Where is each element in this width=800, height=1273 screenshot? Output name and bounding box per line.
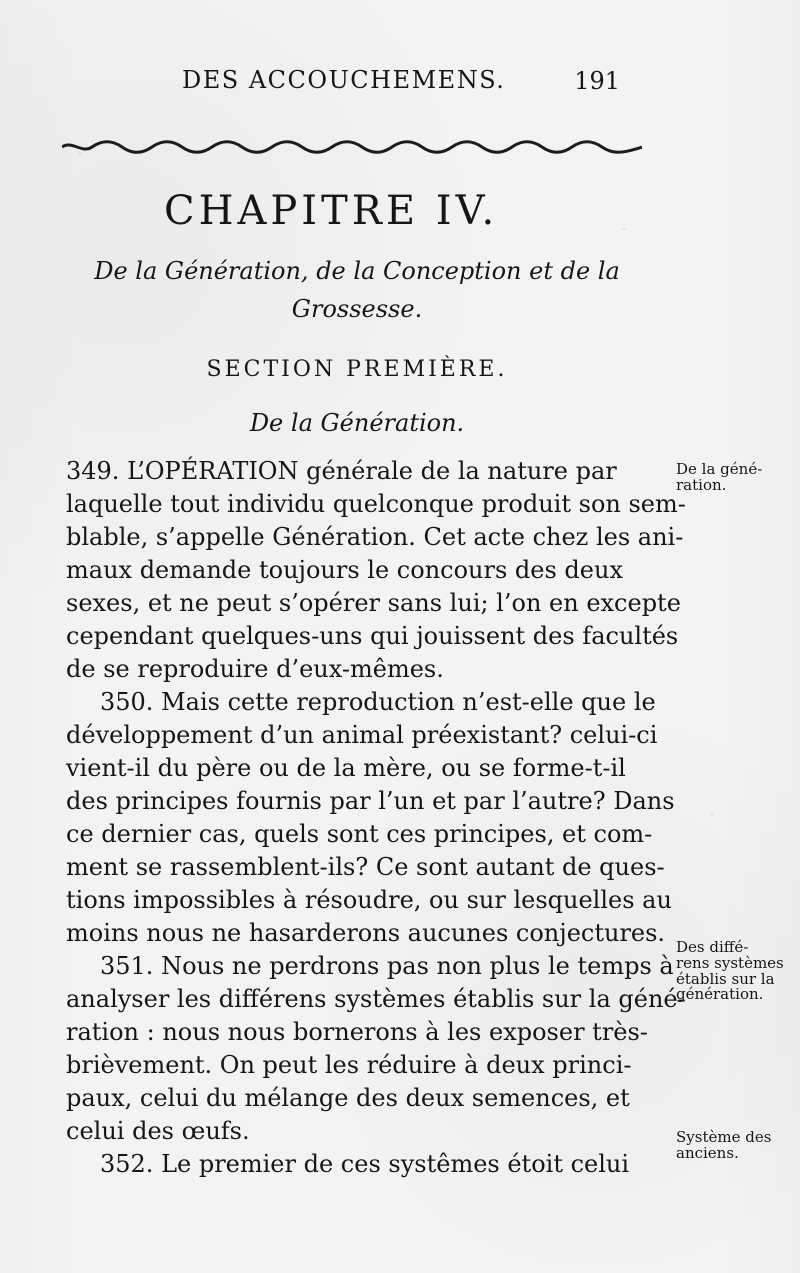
marginal-note-3 — [676, 1130, 774, 1162]
body-line-7: de se reproduire d’eux-mêmes. — [66, 655, 444, 683]
body-line-5: sexes, et ne peut s’opérer sans lui; l’on en excepte — [66, 589, 681, 617]
body-line-20: paux, celui du mélange des deux semences, et — [66, 1084, 630, 1112]
decorative-rule — [62, 138, 642, 156]
running-title: DES ACCOUCHEMENS. — [182, 66, 506, 94]
body-line-15: moins nous ne hasarderons aucunes conjectures. — [66, 919, 666, 947]
body-line-10: vient-il du père ou de la mère, ou se forme-t-il — [66, 754, 626, 782]
chapter-subtitle-line-2: Grossesse. — [291, 295, 423, 323]
body-line-8: 350. Mais cette reproduction n’est-elle que le — [100, 688, 656, 716]
body-line-2: laquelle tout individu quelconque produit son sem- — [66, 490, 686, 518]
body-line-4: maux demande toujours le concours des deux — [66, 556, 623, 584]
marginal-note-3-line-2: anciens. — [676, 1143, 739, 1162]
running-head — [160, 58, 620, 100]
section-subtitle: De la Génération. — [249, 409, 465, 437]
body-line-13: ment se rassemblent-ils? Ce sont autant de ques- — [66, 853, 665, 881]
marginal-note-2-line-3: établis sur la — [676, 969, 775, 988]
body-line-18: ration : nous nous bornerons à les exposer très- — [66, 1018, 648, 1046]
body-line-22: 352. Le premier de ces systêmes étoit celui — [100, 1150, 630, 1178]
body-line-19: brièvement. On peut les réduire à deux princi- — [66, 1051, 632, 1079]
body-line-6: cependant quelques-uns qui jouissent des facultés — [66, 622, 679, 650]
body-line-3: blable, s’appelle Génération. Cet acte chez les ani- — [66, 523, 684, 551]
marginal-note-2-line-1: Des diffé- — [676, 938, 749, 956]
marginal-note-3-line-1: Système des — [676, 1128, 772, 1146]
marginal-note-1-line-1: De la géné- — [676, 460, 763, 478]
body-line-16: 351. Nous ne perdrons pas non plus le temps à — [100, 952, 674, 980]
marginal-note-1 — [676, 462, 774, 494]
body-line-21: celui des œufs. — [66, 1117, 250, 1145]
body-line-11: des principes fournis par l’un et par l’autre? Dans — [66, 787, 675, 815]
page-number: 191 — [574, 67, 620, 95]
body-line-1: 349. L’OPÉRATION générale de la nature par — [66, 457, 617, 485]
body-line-12: ce dernier cas, quels sont ces principes, et com- — [66, 820, 653, 848]
marginal-note-2-line-2: rens systèmes — [676, 953, 784, 972]
body-line-14: tions impossibles à résoudre, ou sur lesquelles au — [66, 886, 672, 914]
body-line-9: développement d’un animal préexistant? celui-ci — [66, 721, 658, 749]
marginal-note-2-line-4: génération. — [676, 985, 764, 1004]
marginal-note-1-line-2: ration. — [676, 475, 727, 494]
chapter-title: CHAPITRE IV. — [164, 188, 499, 234]
section-title: SECTION PREMIÈRE. — [206, 357, 508, 382]
marginal-note-2 — [676, 938, 784, 1004]
chapter-subtitle-line-1: De la Génération, de la Conception et de la — [94, 257, 620, 285]
body-line-17: analyser les différens systèmes établis sur la géné- — [66, 985, 686, 1013]
